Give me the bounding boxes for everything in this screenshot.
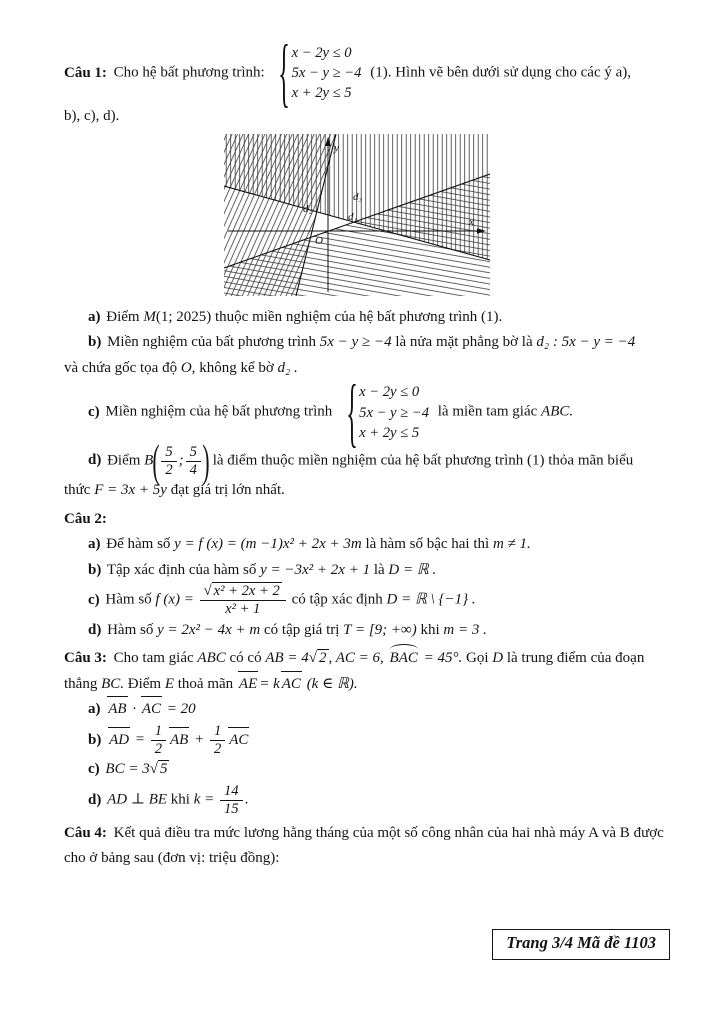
math: m ≠ 1. bbox=[492, 536, 531, 553]
math: k = bbox=[193, 791, 215, 808]
numerator: 1 bbox=[151, 723, 166, 741]
y-axis-label: y bbox=[334, 141, 339, 154]
item-label: d) bbox=[88, 791, 102, 808]
text: Điểm bbox=[127, 675, 162, 692]
math: BC. bbox=[101, 675, 124, 692]
math: , AC = 6, bbox=[328, 650, 384, 667]
vector-ac: AC bbox=[140, 697, 163, 723]
radical-sign: √ bbox=[149, 761, 158, 778]
text: Miền nghiệm của hệ bất phương trình bbox=[105, 404, 333, 420]
radical-sign: √ bbox=[203, 583, 212, 600]
x-axis-label: x bbox=[469, 215, 474, 228]
math: O, bbox=[180, 359, 196, 376]
q2-header bbox=[64, 507, 664, 533]
fraction bbox=[210, 723, 225, 758]
text: và chứa gốc tọa độ bbox=[64, 359, 178, 376]
vector-ac: AC bbox=[280, 672, 303, 698]
math: = k bbox=[259, 675, 280, 692]
q1-inequality-system bbox=[273, 29, 362, 116]
inequality-row-2: 5x − y ≥ −4 bbox=[359, 404, 429, 421]
left-brace: { bbox=[346, 368, 358, 455]
text: Hàm số bbox=[107, 621, 154, 638]
inequality-row-3: x + 2y ≤ 5 bbox=[291, 85, 352, 102]
text: Tập xác định của hàm số bbox=[106, 561, 257, 578]
math: E bbox=[164, 675, 174, 692]
q1-item-d-line1 bbox=[64, 435, 664, 486]
q3-label: Câu 3: bbox=[64, 650, 107, 667]
item-label: a) bbox=[88, 308, 101, 325]
item-label: d) bbox=[88, 452, 102, 469]
math: (1; 2025) bbox=[155, 308, 212, 325]
q1-item-c-line bbox=[64, 368, 664, 455]
q2-item-b-line bbox=[64, 558, 664, 584]
item-label: c) bbox=[88, 404, 100, 420]
q3-item-d bbox=[64, 783, 664, 818]
q3-item-a-line bbox=[64, 697, 664, 723]
item-label: c) bbox=[88, 592, 100, 609]
numerator bbox=[200, 583, 286, 601]
q1-item-b-line2 bbox=[64, 356, 664, 382]
inequality-row-1: x − 2y ≤ 0 bbox=[359, 384, 420, 401]
math: 5x − y ≥ −4 bbox=[319, 334, 392, 351]
period: . bbox=[244, 791, 249, 808]
text: Miền nghiệm của bất phương trình bbox=[107, 334, 317, 351]
q4-line2: cho ở bảng sau (đơn vị: triệu đồng): bbox=[64, 850, 280, 866]
q1-item-a-line bbox=[64, 305, 664, 331]
math: m = 3 . bbox=[443, 621, 487, 638]
numerator: 14 bbox=[220, 783, 243, 801]
text: đạt giá trị lớn nhất. bbox=[170, 482, 285, 499]
denominator: x² + 1 bbox=[225, 601, 261, 618]
q3-intro-line1 bbox=[64, 646, 664, 672]
radical-sign: √ bbox=[308, 650, 318, 667]
math: F = 3x + 5y bbox=[94, 482, 167, 499]
q1-intro-line2: b), c), d). bbox=[64, 108, 120, 125]
line-d1-label: d₁ bbox=[348, 210, 358, 223]
text: có tập xác định bbox=[291, 592, 383, 609]
text: Gọi bbox=[466, 650, 489, 667]
text: Điểm bbox=[106, 308, 140, 325]
line-d3-label: d₃ bbox=[353, 190, 363, 203]
text: là bbox=[373, 561, 385, 578]
q2-item-d bbox=[64, 618, 664, 644]
dot-operator: · bbox=[132, 701, 137, 718]
text: không kể bờ bbox=[199, 359, 274, 376]
text: là nửa mặt phẳng bờ là bbox=[395, 334, 533, 351]
vector-ae: AE bbox=[237, 672, 259, 698]
math: D = ℝ \ {−1} . bbox=[386, 592, 476, 609]
q2-item-c bbox=[64, 583, 664, 618]
fraction-with-radical bbox=[200, 583, 286, 618]
question-2 bbox=[64, 507, 664, 644]
math: D bbox=[492, 650, 504, 667]
math: y = −3x² + 2x + 1 bbox=[260, 561, 371, 578]
item-label: b) bbox=[88, 334, 102, 351]
q3-intro-line2 bbox=[64, 672, 664, 698]
text: có có bbox=[229, 650, 262, 667]
math: d₂ . bbox=[277, 359, 298, 376]
text: Để hàm số bbox=[106, 536, 171, 553]
radicand: 5 bbox=[159, 761, 168, 778]
text: thẳng bbox=[64, 675, 98, 692]
text: có tập giá trị bbox=[264, 621, 340, 638]
denominator: 15 bbox=[223, 800, 239, 817]
fraction bbox=[161, 444, 176, 479]
math: = 45°. bbox=[423, 650, 463, 667]
q1-intro-line bbox=[64, 29, 664, 116]
system-rows bbox=[359, 382, 429, 442]
q1-intro-after: (1). Hình vẽ bên dưới sử dụng cho các ý a), bbox=[370, 64, 632, 81]
q1-label: Câu 1: bbox=[64, 64, 107, 81]
inequality-row-3: x + 2y ≤ 5 bbox=[359, 424, 420, 441]
math: AB = 4 bbox=[265, 650, 309, 667]
q1-intro-text: Cho hệ bất phương trình: bbox=[113, 64, 265, 81]
left-paren: ( bbox=[152, 435, 160, 486]
question-4 bbox=[64, 821, 664, 872]
math: M bbox=[143, 308, 156, 325]
q1-item-b bbox=[64, 330, 664, 381]
origin-label: O bbox=[315, 234, 323, 247]
q1-item-c bbox=[64, 368, 664, 455]
math: T = [9; +∞) bbox=[343, 621, 417, 638]
text: thức bbox=[64, 482, 91, 499]
q1-item-a bbox=[64, 305, 664, 331]
text: là miền tam giác bbox=[437, 404, 538, 420]
text: là hàm số bậc hai thì bbox=[365, 536, 490, 553]
q2-item-d-line bbox=[64, 618, 664, 644]
page-footer-box bbox=[492, 929, 670, 960]
text: Kết quả điều tra mức lương hằng tháng của một số công nhân của hai nhà máy A và B được bbox=[113, 824, 664, 841]
math: d₂ : 5x − y = −4 bbox=[536, 334, 636, 351]
item-label: a) bbox=[88, 536, 101, 553]
vector-ab: AB bbox=[106, 697, 128, 723]
inequality-region-graph bbox=[224, 134, 490, 296]
denominator: 2 bbox=[154, 740, 163, 757]
denominator: 2 bbox=[165, 461, 173, 478]
text: Cho tam giác bbox=[113, 650, 194, 667]
fraction bbox=[151, 723, 166, 758]
system-rows bbox=[292, 43, 362, 103]
math: BC = 3 bbox=[105, 761, 150, 778]
plus-operator: + bbox=[194, 731, 205, 748]
equals: = bbox=[134, 731, 145, 748]
item-label: b) bbox=[88, 731, 102, 748]
q2-item-c-line bbox=[64, 583, 664, 618]
numerator: 5 bbox=[161, 444, 176, 462]
q1-item-b-line1 bbox=[64, 330, 664, 356]
text: Điểm bbox=[107, 452, 141, 469]
math: B bbox=[144, 452, 154, 469]
math: AD ⊥ BE bbox=[107, 791, 168, 808]
text: là trung điểm của đoạn bbox=[506, 650, 645, 667]
math: D = ℝ . bbox=[388, 561, 437, 578]
math: ABC bbox=[197, 650, 226, 667]
separator: ; bbox=[178, 452, 184, 469]
inequality-row-1: x − 2y ≤ 0 bbox=[291, 45, 352, 61]
math: ABC. bbox=[541, 404, 574, 420]
text: là điểm thuộc miền nghiệm của hệ bất phương trình (1) thỏa mãn biểu bbox=[212, 452, 634, 469]
fraction bbox=[220, 783, 243, 818]
left-brace: { bbox=[278, 29, 291, 116]
item-label: b) bbox=[88, 561, 102, 578]
item-label: a) bbox=[88, 701, 101, 718]
q2-item-a-line bbox=[64, 532, 664, 558]
q1-item-d bbox=[64, 435, 664, 504]
math: (k ∈ ℝ). bbox=[306, 675, 358, 692]
fraction bbox=[186, 444, 201, 479]
denominator: 2 bbox=[213, 740, 222, 757]
q3-item-b-line bbox=[64, 723, 664, 758]
q2-item-a bbox=[64, 532, 664, 558]
angle-bac: BAC bbox=[388, 646, 420, 672]
q4-line1 bbox=[64, 821, 664, 847]
q3-item-c bbox=[64, 757, 664, 783]
vector-ac: AC bbox=[227, 728, 250, 754]
q2-item-b bbox=[64, 558, 664, 584]
text: thuộc miền nghiệm của hệ bất phương trình (1). bbox=[215, 308, 503, 325]
q3-item-c-line bbox=[64, 757, 664, 783]
item-label: d) bbox=[88, 621, 102, 638]
q3-item-a bbox=[64, 697, 664, 723]
q1c-inequality-system bbox=[341, 368, 429, 455]
numerator: 1 bbox=[210, 723, 225, 741]
text: khi bbox=[170, 791, 190, 808]
math: = 20 bbox=[166, 701, 196, 718]
vector-ad: AD bbox=[107, 728, 131, 754]
math: f (x) = bbox=[155, 592, 194, 609]
q3-item-d-line bbox=[64, 783, 664, 818]
q3-item-b bbox=[64, 723, 664, 758]
q2-label: Câu 2: bbox=[64, 510, 107, 527]
vector-ab: AB bbox=[168, 728, 190, 754]
q1-figure bbox=[224, 134, 490, 296]
line-d2-label: d₂ bbox=[303, 202, 313, 215]
numerator: 5 bbox=[186, 444, 201, 462]
text: Hàm số bbox=[105, 592, 152, 609]
item-label: c) bbox=[88, 761, 100, 778]
radicand: 2 bbox=[319, 650, 327, 667]
inequality-row-2: 5x − y ≥ −4 bbox=[291, 65, 362, 82]
math: y = f (x) = (m −1)x² + 2x + 3m bbox=[174, 536, 362, 553]
right-paren: ) bbox=[202, 435, 210, 486]
radicand: x² + 2x + 2 bbox=[213, 583, 280, 600]
q4-label: Câu 4: bbox=[64, 824, 107, 841]
denominator: 4 bbox=[189, 461, 197, 478]
text: thoả mãn bbox=[177, 675, 234, 692]
question-1 bbox=[64, 29, 664, 504]
text: khi bbox=[420, 621, 440, 638]
math: y = 2x² − 4x + m bbox=[157, 621, 261, 638]
question-3 bbox=[64, 646, 664, 817]
page-footer-text: Trang 3/4 Mã đề 1103 bbox=[506, 933, 656, 952]
